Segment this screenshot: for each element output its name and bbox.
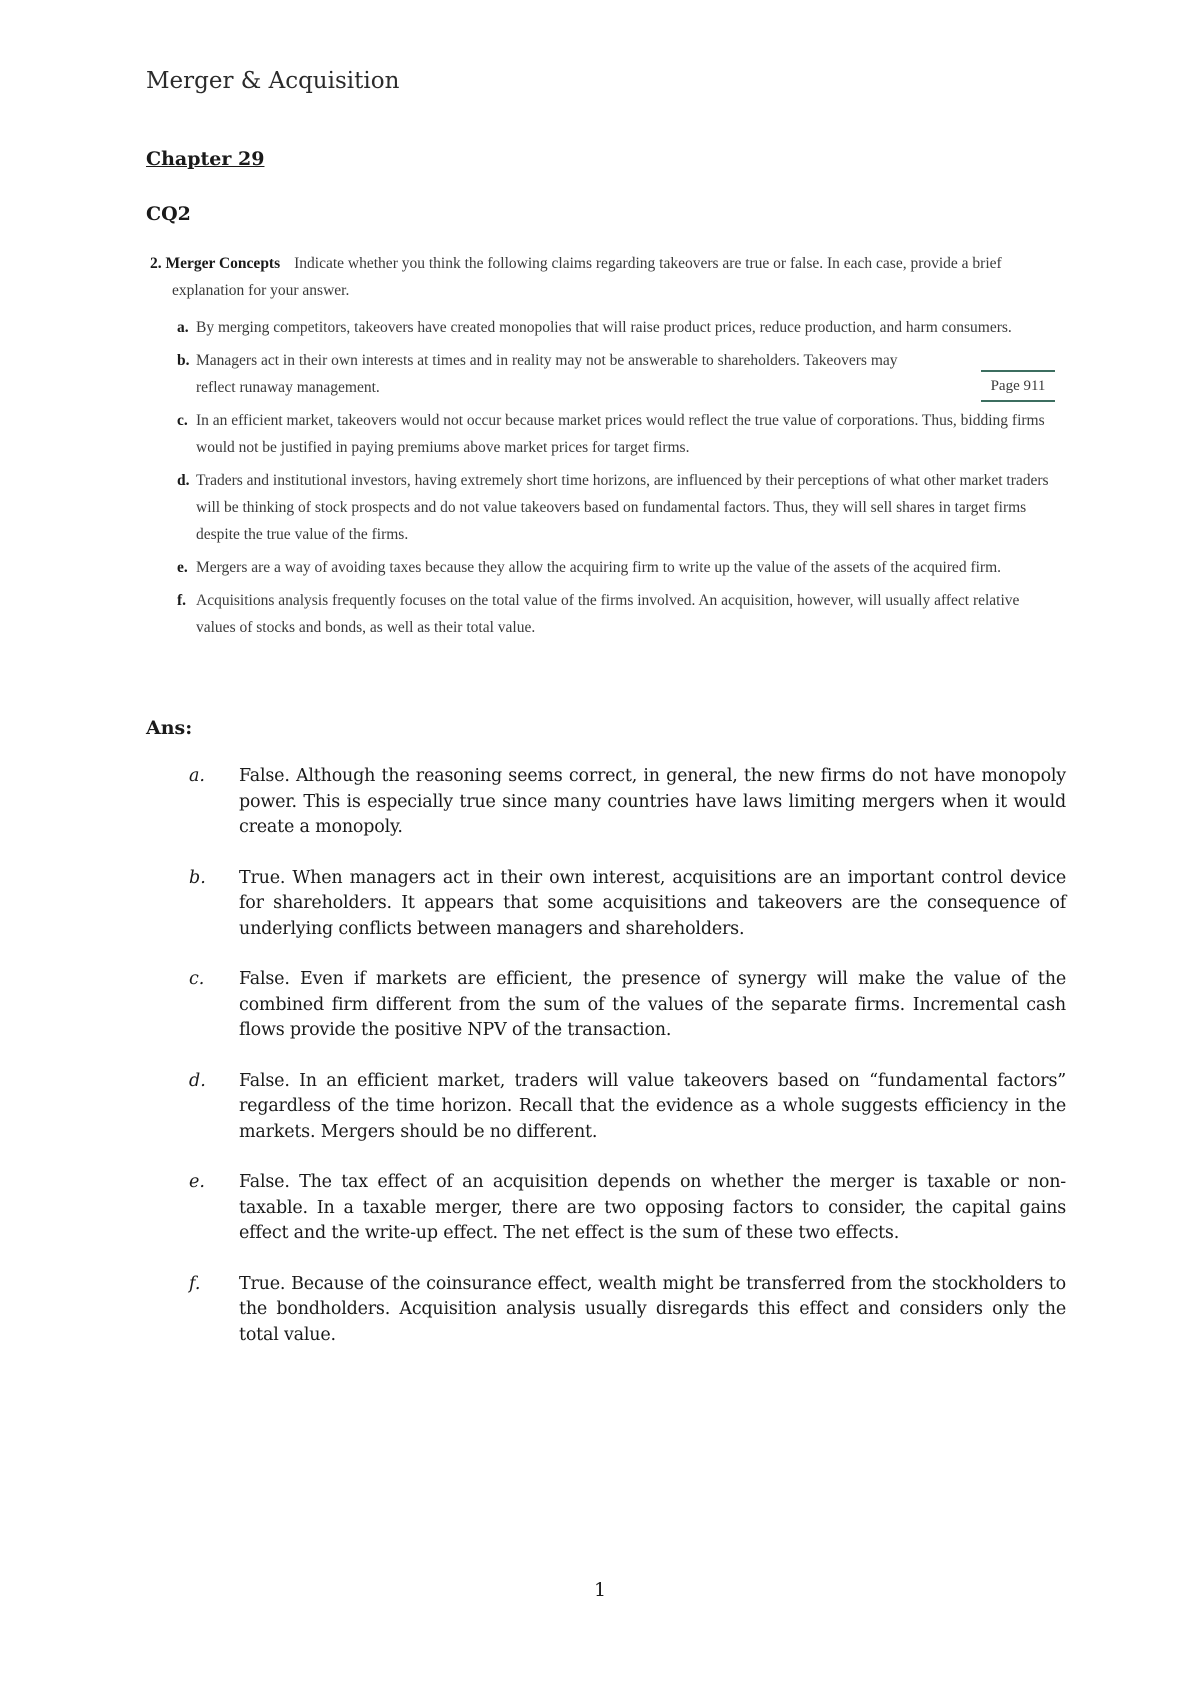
question-item-list xyxy=(150,314,1050,641)
chapter-heading: Chapter 29 xyxy=(146,148,265,170)
answer-text: False. The tax effect of an acquisition depends on whether the merger is taxable or non-taxable. In a taxable merger, there are two opposing factors to consider, the capital gains effect and the write-up effect. The net effect is the sum of these two effects. xyxy=(239,1172,1066,1243)
question-item-text: Acquisitions analysis frequently focuses on the total value of the firms involved. An acquisition, however, will usually affect relative values of stocks and bonds, as well as their total value. xyxy=(196,592,1020,636)
answer-item xyxy=(146,1272,1066,1349)
page-number: 1 xyxy=(593,1579,607,1601)
answer-letter: c. xyxy=(189,969,205,989)
question-lead xyxy=(150,250,1050,304)
answers-heading: Ans: xyxy=(146,717,193,739)
question-item-text: Mergers are a way of avoiding taxes because they allow the acquiring firm to write up the value of the assets of the acquired firm. xyxy=(196,559,1002,576)
question-item xyxy=(150,554,1050,581)
answer-text: False. Although the reasoning seems correct, in general, the new firms do not have monopoly power. This is especially true since many countries have laws limiting mergers when it would create a monopoly. xyxy=(239,766,1066,837)
answer-text: False. In an efficient market, traders will value takeovers based on “fundamental factors” regardless of the time horizon. Recall that the evidence as a whole suggests efficiency in the markets. Mergers should be no different. xyxy=(239,1070,1066,1142)
question-prompt: Indicate whether you think the following claims regarding takeovers are true or false. In each case, provide a brief explanation for your answer. xyxy=(172,255,1002,299)
answer-list xyxy=(146,764,1066,1373)
question-id-heading: CQ2 xyxy=(146,203,191,225)
question-item xyxy=(150,347,1050,401)
answer-text: True. When managers act in their own interest, acquisitions are an important control device for shareholders. It appears that some acquisitions and takeovers are the consequence of underlying conflicts between managers and shareholders. xyxy=(239,867,1066,939)
answer-item xyxy=(146,764,1066,841)
page-reference-box: Page 911 xyxy=(981,370,1055,402)
question-title: 2. Merger Concepts xyxy=(150,255,281,272)
answer-text: True. Because of the coinsurance effect, wealth might be transferred from the stockholders to the bondholders. Acquisition analysis usually disregards this effect and considers only the total value. xyxy=(239,1273,1066,1345)
answer-letter: b. xyxy=(189,867,206,888)
question-item xyxy=(150,587,1050,641)
question-item-letter: d. xyxy=(177,472,190,489)
question-item-letter: a. xyxy=(177,319,189,336)
answer-item xyxy=(146,1170,1066,1247)
answer-letter: e. xyxy=(189,1172,205,1192)
question-item-text: Traders and institutional investors, having extremely short time horizons, are influenced by their perceptions of what other market traders will be thinking of stock prospects and do not value takeovers based on fundamental factors. Thus, they will sell shares in target firms despite the true value of the firms. xyxy=(196,472,1049,543)
question-item xyxy=(150,314,1050,341)
answer-item xyxy=(146,866,1066,943)
question-item-text: By merging competitors, takeovers have created monopolies that will raise product prices, reduce production, and harm consumers. xyxy=(196,319,1012,336)
answer-letter: d. xyxy=(189,1070,206,1091)
answer-text: False. Even if markets are efficient, the presence of synergy will make the value of the combined firm different from the sum of the values of the separate firms. Incremental cash flows provide the positive NPV of the transaction. xyxy=(239,969,1066,1040)
question-item xyxy=(150,467,1050,548)
answer-item xyxy=(146,1069,1066,1146)
question-item-letter: e. xyxy=(177,559,188,576)
question-item-letter: c. xyxy=(177,412,188,429)
document-header-title: Merger & Acquisition xyxy=(146,68,400,94)
question-item-letter: b. xyxy=(177,352,190,369)
question-item-text: Managers act in their own interests at times and in reality may not be answerable to shareholders. Takeovers may reflect runaway management. xyxy=(196,352,898,396)
answer-item xyxy=(146,967,1066,1044)
answer-letter: a. xyxy=(189,766,205,786)
question-item xyxy=(150,407,1050,461)
question-item-letter: f. xyxy=(177,592,187,609)
answer-letter: f. xyxy=(189,1273,201,1294)
question-item-text: In an efficient market, takeovers would not occur because market prices would reflect the true value of corporations. Thus, bidding firms would not be justified in paying premiums above market prices for target firms. xyxy=(196,412,1045,456)
textbook-question-excerpt xyxy=(150,250,1050,647)
